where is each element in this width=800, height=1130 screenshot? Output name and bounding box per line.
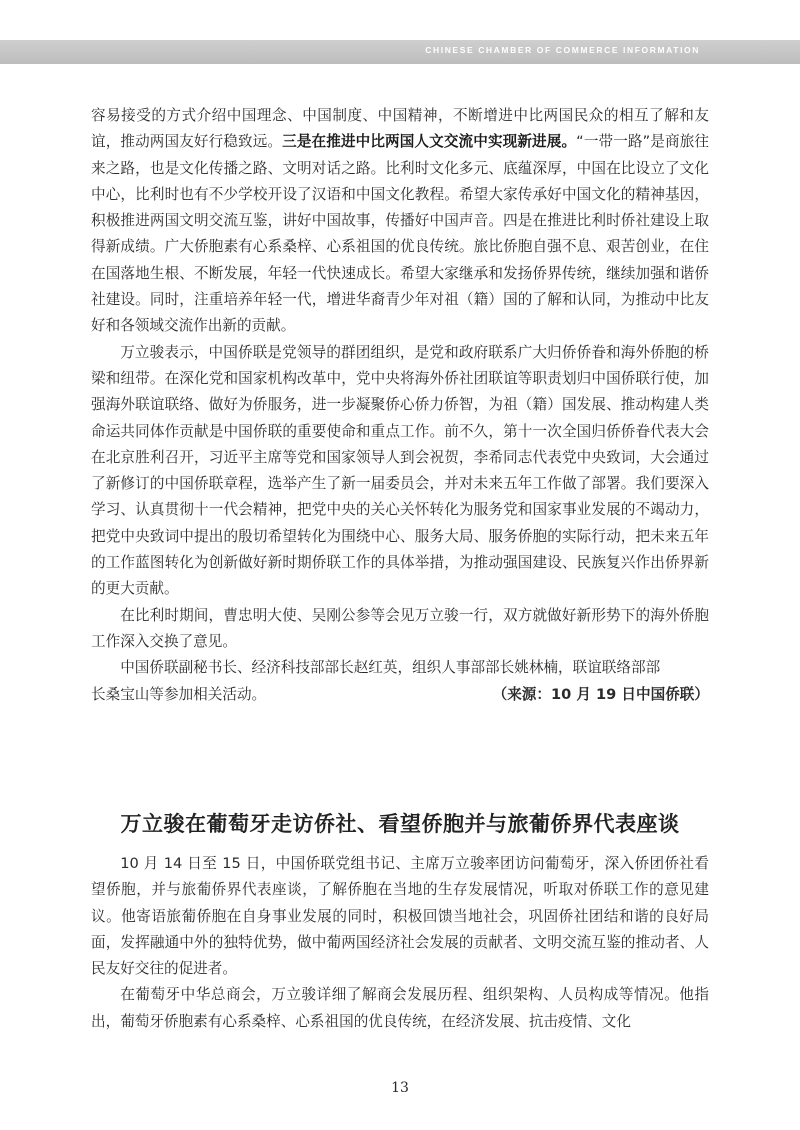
bold-point: 三是在推进中比两国人文交流中实现新进展。: [282, 133, 577, 151]
paragraph-text: 容易接受的方式介绍中国理念、中国制度、中国精神，不断增进中比两国民众的相互了解和友谊，推动两国友好行稳致远。: [91, 107, 709, 151]
paragraph: 在比利时期间，曹忠明大使、吴刚公参等会见万立骏一行，双方就做好新形势下的海外侨胞工作深入交换了意见。: [91, 606, 709, 650]
section-body: [91, 103, 709, 708]
article-title: 万立骏在葡萄牙走访侨社、看望侨胞并与旅葡侨界代表座谈: [120, 812, 680, 836]
paragraph: 中国侨联副秘书长、经济科技部部长赵红英，组织人事部部长姚林楠，联谊联络部部: [120, 659, 661, 677]
source-line: [91, 682, 709, 708]
paragraph: 10 月 14 日至 15 日，中国侨联党组书记、主席万立骏率团访问葡萄牙，深入侨团侨社看望侨胞，并与旅葡侨界代表座谈，了解侨胞在当地的生存发展情况，听取对侨联工作的意见建议。他寄语旅葡侨胞在自身事业发展的同时，积极回馈当地社会，巩固侨社团结和谐的良好局面，发挥融通中外的独特优势，做中葡两国经济社会发展的贡献者、文明交流互鉴的推动者、人民友好交往的促进者。: [91, 855, 709, 978]
header-title: CHINESE CHAMBER OF COMMERCE INFORMATION: [425, 45, 700, 55]
header-bar: [0, 40, 800, 64]
paragraph: [91, 103, 709, 340]
paragraph: 在葡萄牙中华总商会，万立骏详细了解商会发展历程、组织架构、人员构成等情况。他指出，葡萄牙侨胞素有心系桑梓、心系祖国的优良传统，在经济发展、抗击疫情、文化: [91, 986, 709, 1030]
paragraph-text: “一带一路”是商旅往来之路，也是文化传播之路、文明对话之路。比利时文化多元、底蕴深厚，中国在比设立了文化中心，比利时也有不少学校开设了汉语和中国文化教程。希望大家传承好中国文化的精神基因，积极推进两国文明交流互鉴，讲好中国故事，传播好中国声音。四是在推进比利时侨社建设上取得新成绩。广大侨胞素有心系桑梓、心系祖国的优良传统。旅比侨胞自强不息、艰苦创业，在住在国落地生根、不断发展，年轻一代快速成长。希望大家继承和发扬侨界传统，继续加强和谐侨社建设。同时，注重培养年轻一代，增进华裔青少年对祖（籍）国的了解和认同，为推动中比友好和各领域交流作出新的贡献。: [91, 133, 709, 335]
source-credit: （来源：10 月 19 日中国侨联）: [492, 685, 709, 703]
paragraph-text: 长桑宝山等参加相关活动。: [91, 685, 267, 703]
page-number: 13: [391, 1080, 409, 1096]
paragraph: 万立骏表示，中国侨联是党领导的群团组织，是党和政府联系广大归侨侨眷和海外侨胞的桥梁和纽带。在深化党和国家机构改革中，党中央将海外侨社团联谊等职责划归中国侨联行使，加强海外联谊联络、做好为侨服务，进一步凝聚侨心侨力侨智，为祖（籍）国发展、推动构建人类命运共同体作贡献是中国侨联的重要使命和重点工作。前不久，第十一次全国归侨侨眷代表大会在北京胜利召开，习近平主席等党和国家领导人到会祝贺，李希同志代表党中央致词，大会通过了新修订的中国侨联章程，选举产生了新一届委员会，并对未来五年工作做了部署。我们要深入学习、认真贯彻十一代会精神，把党中央的关心关怀转化为服务党和国家事业发展的不竭动力，把党中央致词中提出的殷切希望转化为围绕中心、服务大局、服务侨胞的实际行动，把未来五年的工作蓝图转化为创新做好新时期侨联工作的具体举措，为推动强国建设、民族复兴作出侨界新的更大贡献。: [91, 343, 709, 598]
article-body: [91, 851, 709, 1035]
